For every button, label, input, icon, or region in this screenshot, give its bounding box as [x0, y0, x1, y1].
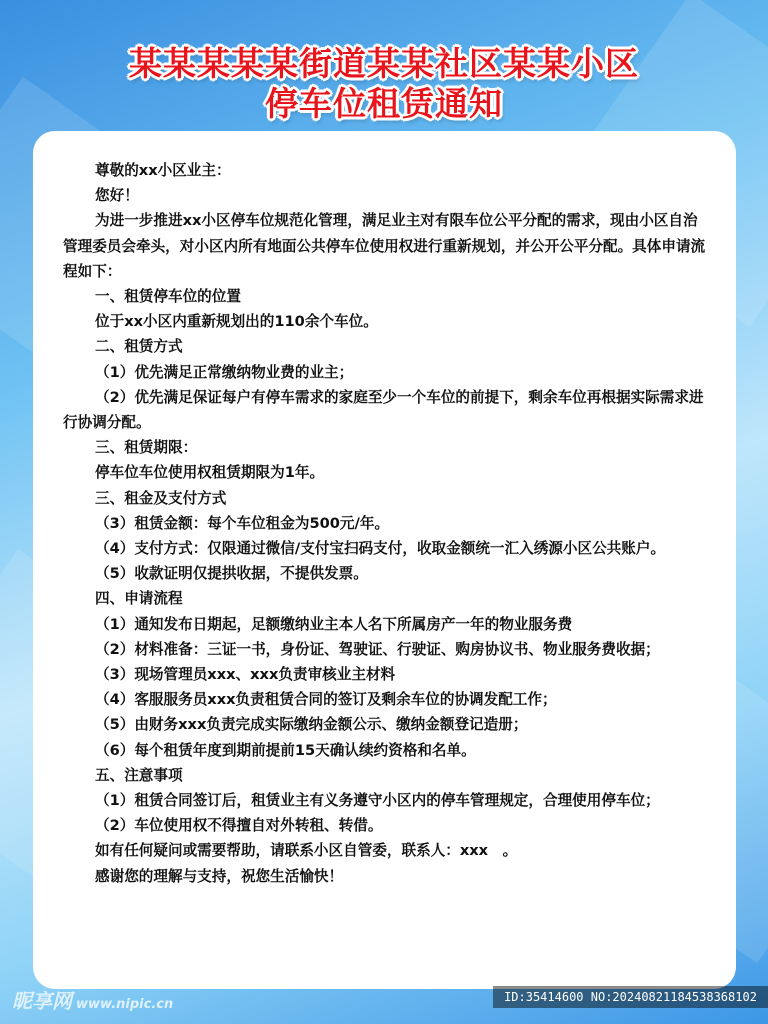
watermark-brand: [12, 985, 173, 1014]
section-heading: 一、租赁停车位的位置: [95, 288, 241, 306]
paragraph: 停车位车位使用权租赁期限为1年。: [95, 464, 325, 482]
paragraph: 位于xx小区内重新规划出的110余个车位。: [95, 313, 378, 331]
watermark-brand-name: 昵享网: [12, 989, 72, 1013]
section-heading: 三、租金及支付方式: [95, 489, 227, 507]
section-heading: 五、注意事项: [95, 766, 183, 784]
list-item: （4）客服服务员xxx负责租赁合同的签订及剩余车位的协调发配工作；: [95, 691, 557, 709]
section-heading: 四、申请流程: [95, 590, 183, 608]
salutation: 尊敬的xx小区业主：: [95, 162, 231, 179]
list-item: （1）优先满足正常缴纳物业费的业主；: [95, 363, 354, 381]
notice-title-line2: 停车位租赁通知: [265, 84, 503, 123]
list-item: （4）支付方式：仅限通过微信/支付宝扫码支付，收取金额统一汇入绣源小区公共账户。: [95, 540, 666, 558]
list-item: （3）现场管理员xxx、xxx负责审核业主材料: [95, 666, 396, 684]
list-item: （6）每个租赁年度到期前提前15天确认续约资格和名单。: [95, 741, 476, 759]
intro-paragraph: 为进一步推进xx小区停车位规范化管理，满足业主对有限车位公平分配的需求，现由小区自治管理委员会牵头，对小区内所有地面公共停车位使用权进行重新规划，并公开公平分配。具体申请流程如下：: [63, 212, 706, 280]
watermark-url: www.nipic.cn: [76, 997, 174, 1012]
closing-line: 感谢您的理解与支持，祝您生活愉快！: [95, 867, 344, 885]
list-item: （2）材料准备：三证一书，身份证、驾驶证、行驶证、购房协议书、物业服务费收据；: [95, 640, 660, 658]
list-item: （1）通知发布日期起，足额缴纳业主本人名下所属房产一年的物业服务费: [95, 615, 573, 633]
watermark-id: ID:35414600 NO:20240821184538368102: [493, 986, 768, 1008]
list-item: （5）收款证明仅提拱收据，不提供发票。: [95, 565, 368, 583]
section-heading: 三、租赁期限：: [95, 439, 198, 457]
list-item: （2）车位使用权不得擅自对外转租、转借。: [95, 817, 383, 835]
section-heading: 二、租赁方式: [95, 338, 183, 356]
list-item: （2）优先满足保证每户有停车需求的家庭至少一个车位的前提下，剩余车位再根据实际需求进行协调分配。: [63, 388, 704, 432]
list-item: （5）由财务xxx负责完成实际缴纳金额公示、缴纳金额登记造册；: [95, 716, 528, 734]
greeting: 您好！: [95, 187, 139, 205]
notice-body: [63, 158, 708, 889]
list-item: （1）租赁合同签订后，租赁业主有义务遵守小区内的停车管理规定，合理使用停车位；: [95, 792, 660, 810]
notice-title-line1: 某某某某某街道某某社区某某小区: [129, 44, 639, 83]
list-item: （3）租赁金额：每个车位租金为500元/年。: [95, 514, 390, 532]
contact-line: 如有任何疑问或需要帮助，请联系小区自管委，联系人：xxx 。: [95, 842, 518, 860]
